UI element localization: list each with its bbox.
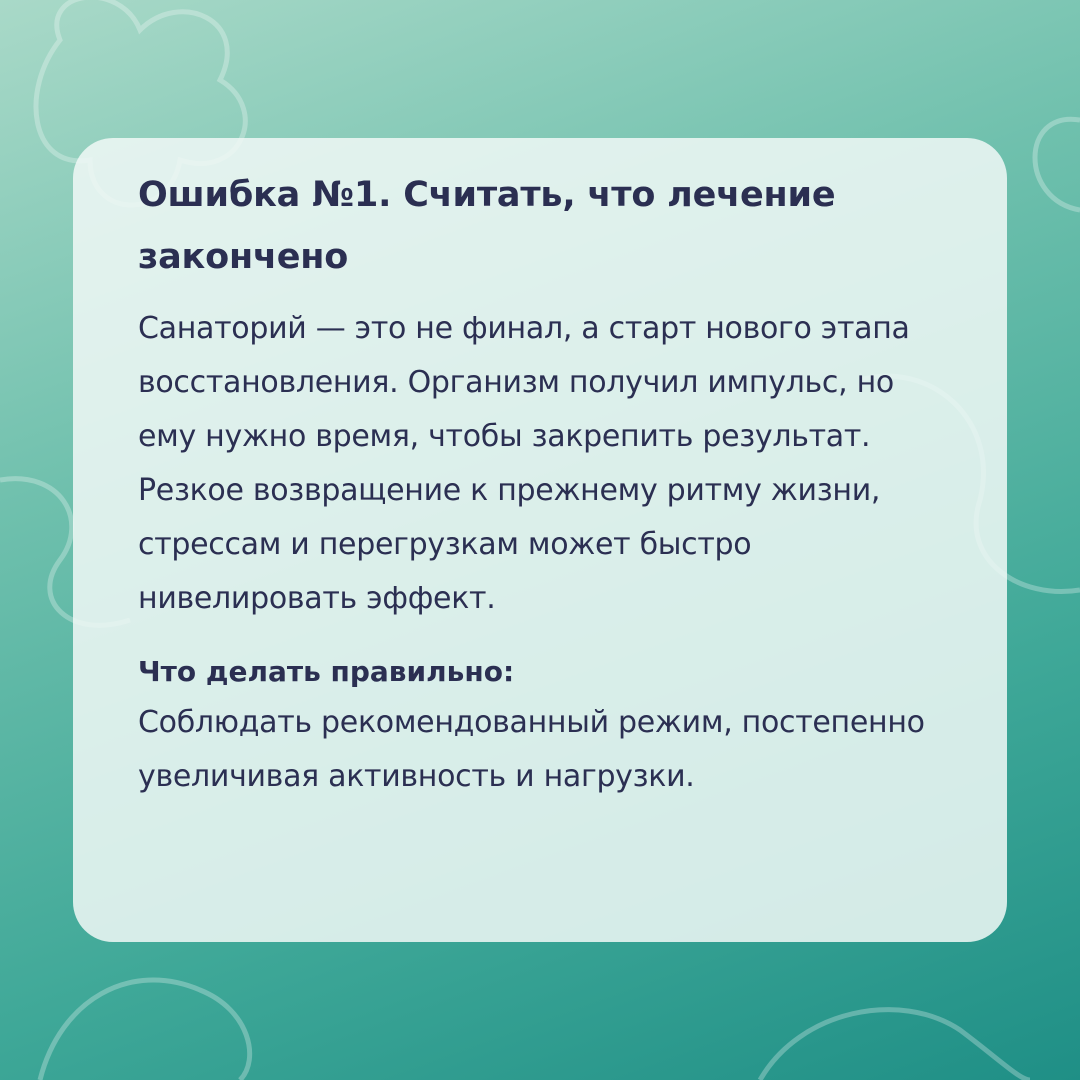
wave-line-bottom-right xyxy=(760,1010,1030,1080)
content-card xyxy=(73,138,1007,942)
card-body-text: Санаторий — это не финал, а старт нового этапа восстановления. Организм получил импульс, но ему нужно время, чтобы закрепить результат. Резкое возвращение к прежнему ритму жизни, стрессам и перегрузкам может быстро нивелировать эффект. xyxy=(138,311,910,616)
wave-line-bottom-left xyxy=(40,980,250,1080)
card-title: Ошибка №1. Считать, что лечение закончено xyxy=(138,175,836,277)
advice-heading: Что делать правильно: xyxy=(138,655,515,688)
advice-text: Соблюдать рекомендованный режим, постепенно увеличивая активность и нагрузки. xyxy=(138,705,925,794)
wave-line-right xyxy=(1035,119,1080,210)
